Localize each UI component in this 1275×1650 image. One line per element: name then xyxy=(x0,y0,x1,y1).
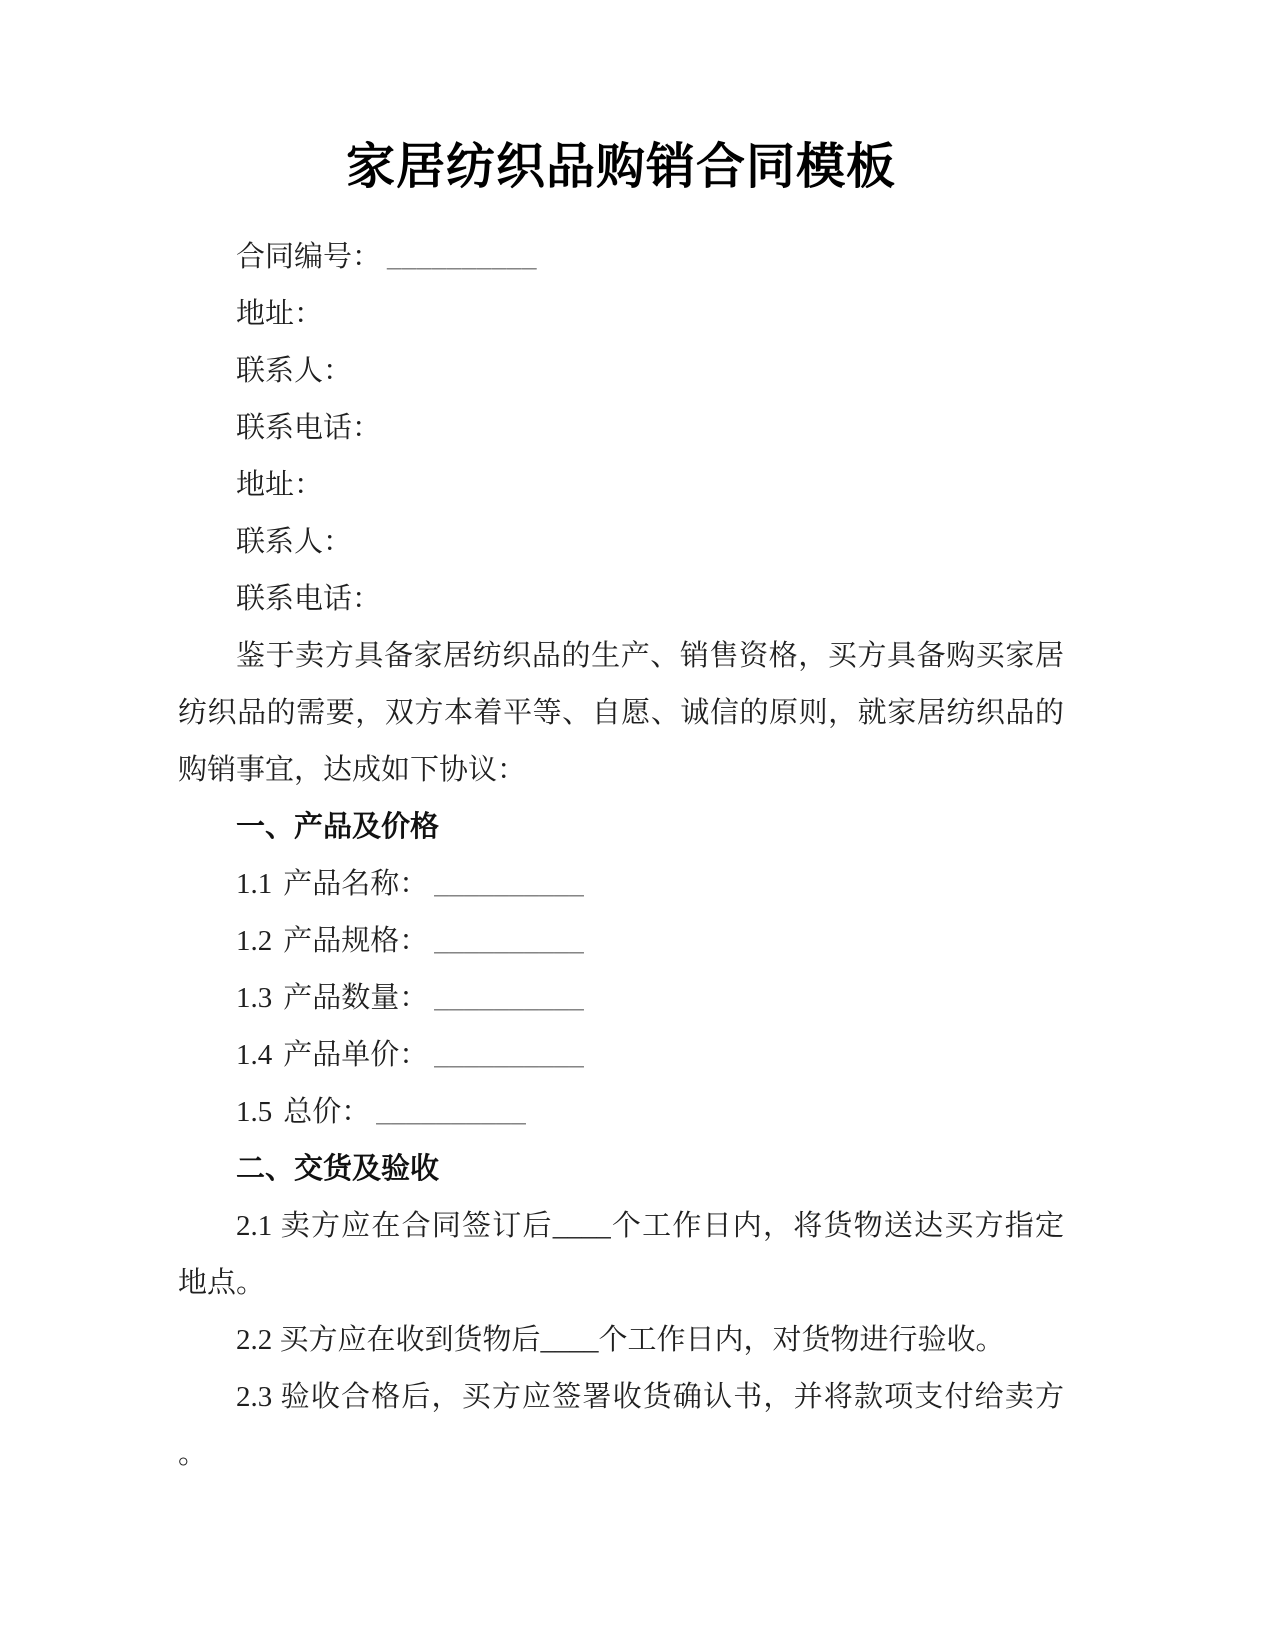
item-number: 1.3 xyxy=(236,982,273,1014)
section-heading-products-price: 一、产品及价格 xyxy=(236,811,440,843)
clause-2-1-line-2: 地点。 xyxy=(178,1267,266,1299)
intro-line-3: 购销事宜，达成如下协议： xyxy=(178,754,527,786)
field-label: 合同编号： xyxy=(236,241,382,273)
field-contact-buyer xyxy=(178,514,1064,571)
item-number: 1.4 xyxy=(236,1039,273,1071)
item-label: 产品单价： xyxy=(283,1039,429,1071)
blank-line: __________ xyxy=(387,241,538,273)
field-label: 联系电话： xyxy=(236,583,382,615)
clause-2-1-line-1: 2.1 卖方应在合同签订后____个工作日内，将货物送达买方指定 xyxy=(236,1210,1064,1242)
intro-line-2: 纺织品的需要，双方本着平等、自愿、诚信的原则，就家居纺织品的 xyxy=(178,697,1064,729)
document-title: 家居纺织品购销合同模板 xyxy=(345,139,896,194)
field-phone-seller xyxy=(178,400,1064,457)
item-label: 产品数量： xyxy=(283,982,429,1014)
clause-2-3-line-2: 。 xyxy=(178,1438,208,1470)
field-label: 地址： xyxy=(236,469,324,501)
clause-2-2: 2.2 买方应在收到货物后____个工作日内，对货物进行验收。 xyxy=(236,1324,1005,1356)
item-number: 1.1 xyxy=(236,868,273,900)
field-contact-seller xyxy=(178,343,1064,400)
item-total-price xyxy=(178,1084,1064,1141)
item-product-unit-price xyxy=(178,1027,1064,1084)
item-product-name xyxy=(178,856,1064,913)
item-label: 产品名称： xyxy=(283,868,429,900)
field-phone-buyer xyxy=(178,571,1064,628)
blank-line: __________ xyxy=(434,982,585,1014)
blank-line: __________ xyxy=(376,1096,527,1128)
field-label: 地址： xyxy=(236,298,324,330)
field-address-buyer xyxy=(178,457,1064,514)
item-product-quantity xyxy=(178,970,1064,1027)
blank-line: __________ xyxy=(434,868,585,900)
clause-2-3-line-1: 2.3 验收合格后，买方应签署收货确认书，并将款项支付给卖方 xyxy=(236,1381,1064,1413)
item-number: 1.5 xyxy=(236,1096,273,1128)
field-address-seller xyxy=(178,286,1064,343)
field-label: 联系人： xyxy=(236,355,353,387)
section-heading-delivery-acceptance: 二、交货及验收 xyxy=(236,1153,440,1185)
item-product-spec xyxy=(178,913,1064,970)
field-label: 联系人： xyxy=(236,526,353,558)
item-label: 总价： xyxy=(283,1096,371,1128)
field-label: 联系电话： xyxy=(236,412,382,444)
item-number: 1.2 xyxy=(236,925,273,957)
field-contract-number xyxy=(178,229,1064,286)
item-label: 产品规格： xyxy=(283,925,429,957)
intro-line-1: 鉴于卖方具备家居纺织品的生产、销售资格，买方具备购买家居 xyxy=(236,640,1064,672)
blank-line: __________ xyxy=(434,1039,585,1071)
blank-line: __________ xyxy=(434,925,585,957)
